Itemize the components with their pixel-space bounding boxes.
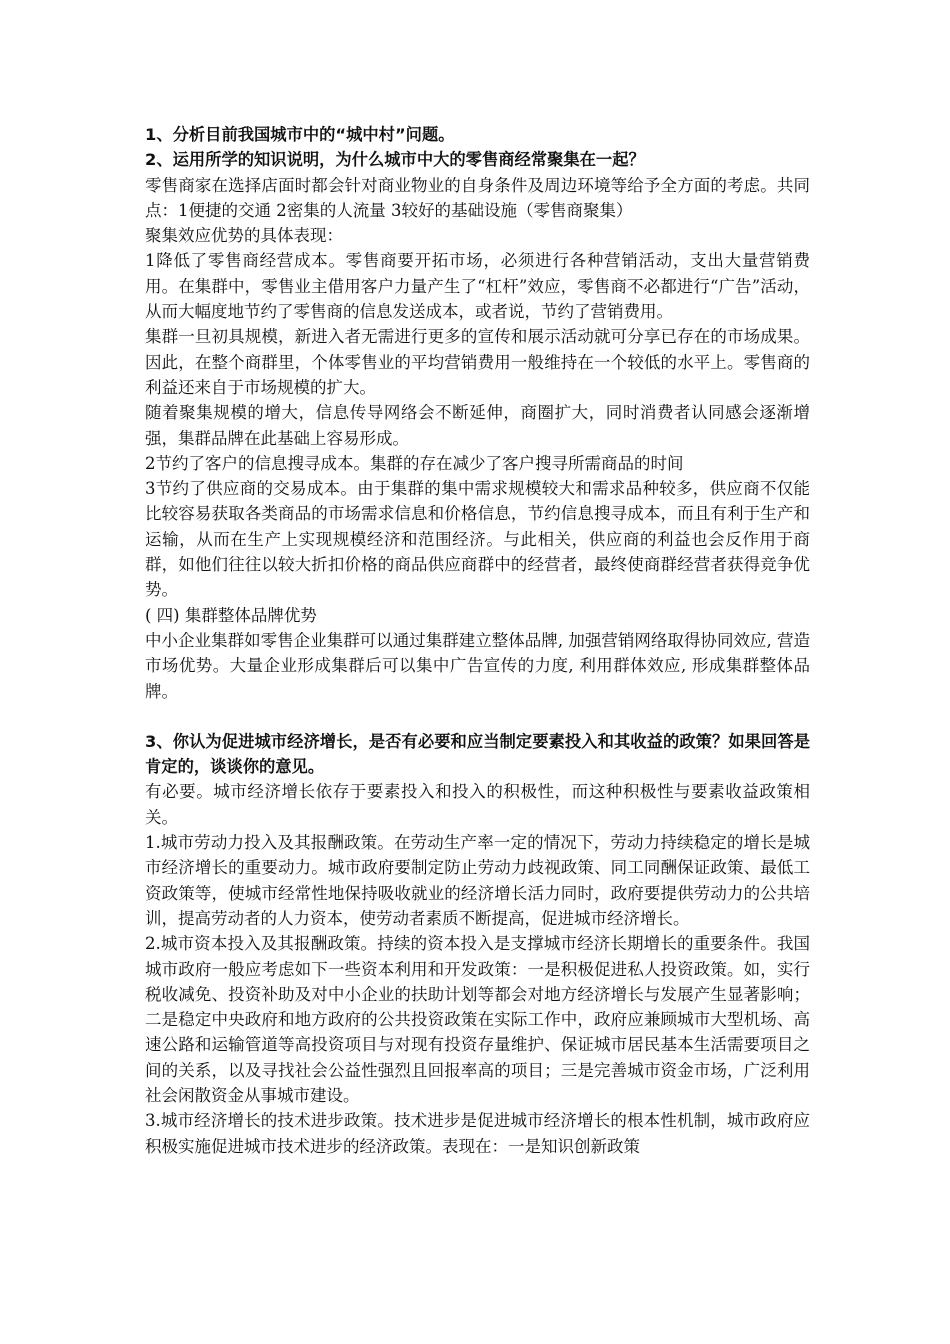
- answer-2-subheading: ( 四) 集群整体品牌优势: [145, 605, 317, 625]
- answer-2-paragraph: 聚集效应优势的具体表现：: [145, 226, 343, 246]
- answer-2-paragraph: 随着聚集规模的增大，信息传导网络会不断延伸，商圈扩大，同时消费者认同感会逐渐增强，集群品牌在此基础上容易形成。: [145, 403, 810, 448]
- answer-2-paragraph: 零售商家在选择店面时都会针对商业物业的自身条件及周边环境等给予全方面的考虑。共同点：1便捷的交通 2密集的人流量 3较好的基础设施（零售商聚集）: [145, 175, 810, 220]
- answer-3-paragraph: 有必要。城市经济增长依存于要素投入和投入的积极性，而这种积极性与要素收益政策相关。: [145, 782, 810, 827]
- answer-3-paragraph: 1.城市劳动力投入及其报酬政策。在劳动生产率一定的情况下，劳动力持续稳定的增长是城市经济增长的重要动力。城市政府要制定防止劳动力歧视政策、同工同酬保证政策、最低工资政策等，使城市经常性地保持吸收就业的经济增长活力同时，政府要提供劳动力的公共培训，提高劳动者的人力资本，使劳动者素质不断提高，促进城市经济增长。: [145, 833, 810, 928]
- question-2-heading: 2、运用所学的知识说明，为什么城市中大的零售商经常聚集在一起？: [145, 150, 645, 170]
- question-3-heading: 3、你认为促进城市经济增长，是否有必要和应当制定要素投入和其收益的政策？如果回答是肯定的，谈谈你的意见。: [145, 731, 810, 777]
- answer-3-paragraph: 3.城市经济增长的技术进步政策。技术进步是促进城市经济增长的根本性机制，城市政府应积极实施促进城市技术进步的经济政策。表现在：一是知识创新政策: [145, 1111, 810, 1156]
- answer-2-paragraph: 3节约了供应商的交易成本。由于集群的集中需求规模较大和需求品种较多，供应商不仅能比较容易获取各类商品的市场需求信息和价格信息，节约信息搜寻成本，而且有利于生产和运输，从而在生产上实现规模经济和范围经济。与此相关，供应商的利益也会反作用于商群，如他们往往以较大折扣价格的商品供应商群中的经营者，最终使商群经营者获得竞争优势。: [145, 479, 810, 600]
- answer-2-paragraph: 2节约了客户的信息搜寻成本。集群的存在减少了客户搜寻所需商品的时间: [145, 453, 684, 473]
- answer-3-paragraph: 2.城市资本投入及其报酬政策。持续的资本投入是支撑城市经济长期增长的重要条件。我国城市政府一般应考虑如下一些资本利用和开发政策：一是积极促进私人投资政策。如，实行税收减免、投资补助及对中小企业的扶助计划等都会对地方经济增长与发展产生显著影响；二是稳定中央政府和地方政府的公共投资政策在实际工作中，政府应兼顾城市大型机场、高速公路和运输管道等高投资项目与对现有投资存量维护、保证城市居民基本生活需要项目之间的关系，以及寻找社会公益性强烈且回报率高的项目；三是完善城市资金市场，广泛利用社会闲散资金从事城市建设。: [145, 934, 810, 1105]
- answer-2-paragraph: 中小企业集群如零售企业集群可以通过集群建立整体品牌, 加强营销网络取得协同效应, 营造市场优势。大量企业形成集群后可以集中广告宣传的力度, 利用群体效应, 形成集群整体品牌。: [145, 630, 810, 701]
- section-gap: [145, 704, 810, 729]
- question-1-heading: 1、分析目前我国城市中的“城中村”问题。: [145, 125, 455, 144]
- document-page: [145, 122, 810, 1159]
- answer-2-paragraph: 集群一旦初具规模，新进入者无需进行更多的宣传和展示活动就可分享已存在的市场成果。因此，在整个商群里，个体零售业的平均营销费用一般维持在一个较低的水平上。零售商的利益还来自于市场规模的扩大。: [145, 327, 810, 397]
- answer-2-paragraph: 1降低了零售商经营成本。零售商要开拓市场，必须进行各种营销活动，支出大量营销费用。在集群中，零售业主借用客户力量产生了“杠杆”效应，零售商不必都进行“广告”活动，从而大幅度地节约了零售商的信息发送成本，或者说，节约了营销费用。: [145, 251, 810, 322]
